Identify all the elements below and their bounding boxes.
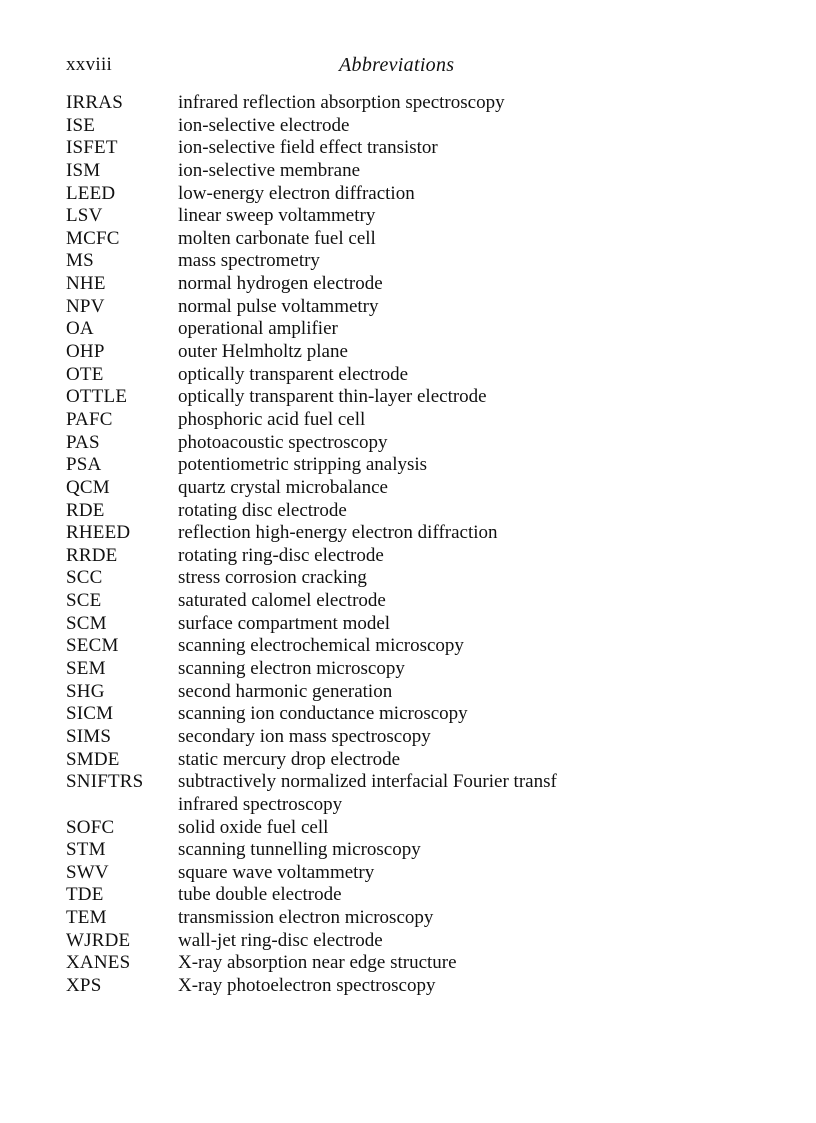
abbreviation-entry [66,726,626,749]
abbreviation-entry [66,364,626,387]
abbreviation-entry [66,409,626,432]
abbreviation-definition: scanning electron microscopy [178,658,405,680]
abbreviation-definition: stress corrosion cracking [178,567,367,589]
abbreviation-entry [66,273,626,296]
abbreviation-definition: scanning electrochemical microscopy [178,635,464,657]
abbreviation-entry [66,228,626,251]
abbreviation-definition: saturated calomel electrode [178,590,386,612]
abbreviation-term: QCM [66,476,110,498]
abbreviation-definition: normal hydrogen electrode [178,273,383,295]
abbreviation-definition: rotating ring-disc electrode [178,544,384,566]
abbreviation-entry [66,590,626,613]
abbreviation-term: SOFC [66,816,115,838]
abbreviation-definition: normal pulse voltammetry [178,295,379,317]
abbreviation-definition: second harmonic generation [178,680,393,702]
abbreviation-entry [66,183,626,206]
abbreviation-definition: reflection high-energy electron diffraction [178,522,498,544]
abbreviation-entry [66,477,626,500]
abbreviation-term: RRDE [66,544,118,566]
abbreviation-term: SWV [66,861,109,883]
abbreviation-definition: scanning ion conductance microscopy [178,703,468,725]
abbreviation-definition: solid oxide fuel cell [178,816,329,838]
abbreviation-definition: molten carbonate fuel cell [178,227,376,249]
abbreviation-entry [66,771,626,816]
page-header [66,54,766,78]
abbreviation-definition: infrared reflection absorption spectroscopy [178,92,505,113]
abbreviation-definition: secondary ion mass spectroscopy [178,725,431,747]
abbreviation-entry [66,205,626,228]
abbreviation-term: PAFC [66,408,113,430]
abbreviation-definition: transmission electron microscopy [178,907,434,929]
abbreviation-term: SCC [66,567,103,589]
abbreviation-definition: optically transparent electrode [178,363,409,385]
abbreviation-entry [66,635,626,658]
abbreviation-term: OHP [66,341,105,363]
abbreviation-entry [66,703,626,726]
abbreviation-term: OTE [66,363,104,385]
abbreviation-definition: photoacoustic spectroscopy [178,431,388,453]
abbreviation-term: OA [66,318,94,340]
abbreviation-term: SEM [66,658,106,680]
abbreviation-term: ISM [66,159,101,181]
abbreviation-entry [66,613,626,636]
abbreviation-entry [66,500,626,523]
abbreviation-entry [66,681,626,704]
abbreviation-entry [66,952,626,975]
abbreviation-term: LSV [66,205,103,227]
abbreviation-entry [66,884,626,907]
abbreviation-entry [66,160,626,183]
abbreviation-entry [66,386,626,409]
abbreviation-term: MS [66,250,94,272]
definition-line: subtractively normalized interfacial Fourier transf [178,771,557,793]
abbreviation-term: PSA [66,454,102,476]
abbreviation-entry [66,522,626,545]
abbreviation-definition: square wave voltammetry [178,861,375,883]
abbreviation-term: MCFC [66,227,120,249]
abbreviation-entry [66,318,626,341]
abbreviation-term: SCM [66,612,107,634]
abbreviation-definition: operational amplifier [178,318,338,340]
abbreviation-definition: quartz crystal microbalance [178,476,388,498]
abbreviation-term: STM [66,839,106,861]
page-number: xxviii [66,54,113,75]
abbreviation-entry [66,250,626,273]
abbreviation-entry [66,817,626,840]
abbreviation-definition: static mercury drop electrode [178,748,401,770]
abbreviation-definition: surface compartment model [178,612,391,634]
abbreviation-term: SECM [66,635,119,657]
abbreviation-term: XPS [66,974,102,996]
abbreviation-definition [178,771,626,816]
abbreviation-entry [66,341,626,364]
abbreviation-entry [66,839,626,862]
abbreviation-definition: tube double electrode [178,884,342,906]
abbreviation-entry [66,545,626,568]
abbreviation-entry [66,432,626,455]
abbreviation-term: SMDE [66,748,120,770]
abbreviation-definition: scanning tunnelling microscopy [178,839,421,861]
abbreviation-entry [66,930,626,953]
abbreviation-term: TDE [66,884,104,906]
abbreviation-definition: ion-selective membrane [178,159,361,181]
abbreviation-term: IRRAS [66,92,123,113]
abbreviation-term: RDE [66,499,105,521]
abbreviation-definition: X-ray photoelectron spectroscopy [178,974,436,996]
abbreviation-term: ISE [66,114,96,136]
abbreviation-definition: ion-selective electrode [178,114,350,136]
running-title: Abbreviations [339,54,455,76]
abbreviation-definition: potentiometric stripping analysis [178,454,428,476]
abbreviation-definition: phosphoric acid fuel cell [178,408,366,430]
abbreviation-definition: low-energy electron diffraction [178,182,415,204]
abbreviation-entry [66,862,626,885]
abbreviation-entry [66,137,626,160]
abbreviation-term: NHE [66,273,106,295]
abbreviation-term: XANES [66,952,131,974]
abbreviation-definition: outer Helmholtz plane [178,341,348,363]
definition-line-continued: infrared spectroscopy [178,793,343,815]
abbreviation-definition: mass spectrometry [178,250,320,272]
abbreviation-term: NPV [66,295,105,317]
abbreviation-term: SICM [66,703,114,725]
abbreviation-term: ISFET [66,137,118,159]
abbreviation-term: SIMS [66,725,112,747]
abbreviation-entry [66,115,626,138]
abbreviation-term: RHEED [66,522,131,544]
abbreviation-term: TEM [66,907,107,929]
abbreviation-list [66,92,626,998]
abbreviation-term: WJRDE [66,929,131,951]
abbreviation-entry [66,454,626,477]
abbreviation-entry [66,907,626,930]
abbreviation-term: OTTLE [66,386,128,408]
abbreviation-term: SCE [66,590,102,612]
abbreviation-definition: linear sweep voltammetry [178,205,376,227]
abbreviation-entry [66,749,626,772]
abbreviation-entry [66,567,626,590]
abbreviation-definition: optically transparent thin-layer electrode [178,386,487,408]
abbreviation-entry [66,658,626,681]
abbreviation-definition: wall-jet ring-disc electrode [178,929,383,951]
abbreviation-term: LEED [66,182,116,204]
abbreviation-entry [66,975,626,998]
abbreviation-definition: ion-selective field effect transistor [178,137,438,159]
abbreviation-definition: rotating disc electrode [178,499,347,521]
abbreviation-term: SHG [66,680,105,702]
abbreviation-term: SNIFTRS [66,771,144,793]
abbreviation-entry [66,92,626,115]
abbreviation-definition: X-ray absorption near edge structure [178,952,457,974]
abbreviation-term: PAS [66,431,100,453]
abbreviation-entry [66,296,626,319]
